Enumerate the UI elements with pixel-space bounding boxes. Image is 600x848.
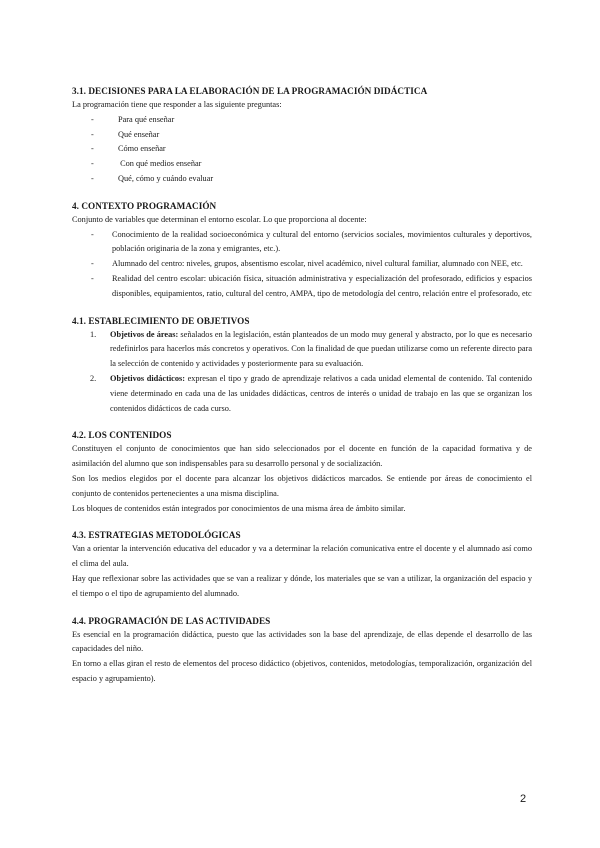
section-title: 3.1. DECISIONES PARA LA ELABORACIÓN DE LA PROGRAMACIÓN DIDÁCTICA <box>72 86 428 96</box>
paragraph: Son los medios elegidos por el docente para alcanzar los objetivos didácticos marcados. Se entiende por áreas de conocimiento el conjunto de contenidos pertenecientes a una misma disciplina. <box>72 473 532 498</box>
list-item: 2. Objetivos didácticos: expresan el tipo y grado de aprendizaje relativos a cada unidad elemental de contenido. Tal contenido viene determinado en cada una de las unidades didácticas, centros de interés o unidad de trabajo en las que se organizan los contenidos didácticos de cada curso. <box>90 373 532 413</box>
section-title: 4. CONTEXTO PROGRAMACIÓN <box>72 200 217 211</box>
list-item: - Qué, cómo y cuándo evaluar <box>91 173 214 183</box>
paragraph: Van a orientar la intervención educativa del educador y va a determinar la relación comunicativa entre el docente y el alumnado así como el clima del aula. <box>72 544 532 569</box>
section-title: 4.4. PROGRAMACIÓN DE LAS ACTIVIDADES <box>72 615 271 626</box>
section-4-2 <box>72 428 532 516</box>
section-4 <box>72 199 532 302</box>
list-item: - Con qué medios enseñar <box>91 159 202 169</box>
list-item: - Alumnado del centro: niveles, grupos, absentismo escolar, nivel académico, nivel cultural familiar, alumnado con NEE, etc. <box>91 259 523 269</box>
section-title: 4.1. ESTABLECIMIENTO DE OBJETIVOS <box>72 315 250 326</box>
paragraph: En torno a ellas giran el resto de elementos del proceso didáctico (objetivos, contenidos, metodologías, temporalización, organización del espacio y agrupamiento). <box>72 659 532 683</box>
section-title: 4.3. ESTRATEGIAS METODOLÓGICAS <box>72 530 241 541</box>
section-4-4 <box>72 614 532 687</box>
page-number: 2 <box>520 793 527 805</box>
paragraph: Hay que reflexionar sobre las actividades que se van a realizar y dónde, los materiales que se van a utilizar, la organización del espacio y el tiempo o el tipo de agrupamiento del alumnado. <box>72 573 532 598</box>
list-item: - Cómo enseñar <box>91 144 166 154</box>
section-3-1 <box>72 84 532 187</box>
section-intro: La programación tiene que responder a las siguiente preguntas: <box>72 100 282 109</box>
question-list <box>72 113 532 187</box>
section-4-1 <box>72 314 532 417</box>
section-4-3 <box>72 528 532 601</box>
paragraph: Constituyen el conjunto de conocimientos que han sido seleccionados por el docente en función de la capacidad formativa y de asimilación del alumno que son indispensables para su desarrollo personal y de socialización. <box>72 444 532 469</box>
section-intro: Conjunto de variables que determinan el entorno escolar. Lo que proporciona al docente: <box>72 214 367 224</box>
section-title: 4.2. LOS CONTENIDOS <box>72 430 172 441</box>
list-item: - Conocimiento de la realidad socioeconómica y cultural del entorno (servicios sociales, movimientos culturales y deportivos, población originaria de la zona y emigrantes, etc.). <box>91 229 532 254</box>
paragraph: Los bloques de contenidos están integrados por conocimientos de una misma área de ámbito similar. <box>72 503 406 513</box>
list-item: - Para qué enseñar <box>91 114 175 124</box>
list-item: - Qué enseñar <box>91 129 160 139</box>
context-list <box>72 228 532 302</box>
document-page <box>72 84 532 696</box>
list-item: - Realidad del centro escolar: ubicación física, situación administrativa y especialización del profesorado, edificios y espacios disponibles, equipamientos, ratio, cultural del centro, AMPA, tipo de metodología del centro, relación entre el profesorado, etc <box>91 273 532 298</box>
list-item: 1. Objetivos de áreas: señalados en la legislación, están planteados de un modo muy general y abstracto, por lo que es necesario redefinirlos para hacerlos más concretos y operativos. Con la finalidad de que puedan utilizarse como un referente directo para la selección de contenido y actividades y posteriormente para su evaluación. <box>90 329 532 369</box>
paragraph: Es esencial en la programación didáctica, puesto que las actividades son la base del aprendizaje, de ellas depende el desarrollo de las capacidades del niño. <box>72 629 532 654</box>
objectives-list <box>72 328 532 417</box>
